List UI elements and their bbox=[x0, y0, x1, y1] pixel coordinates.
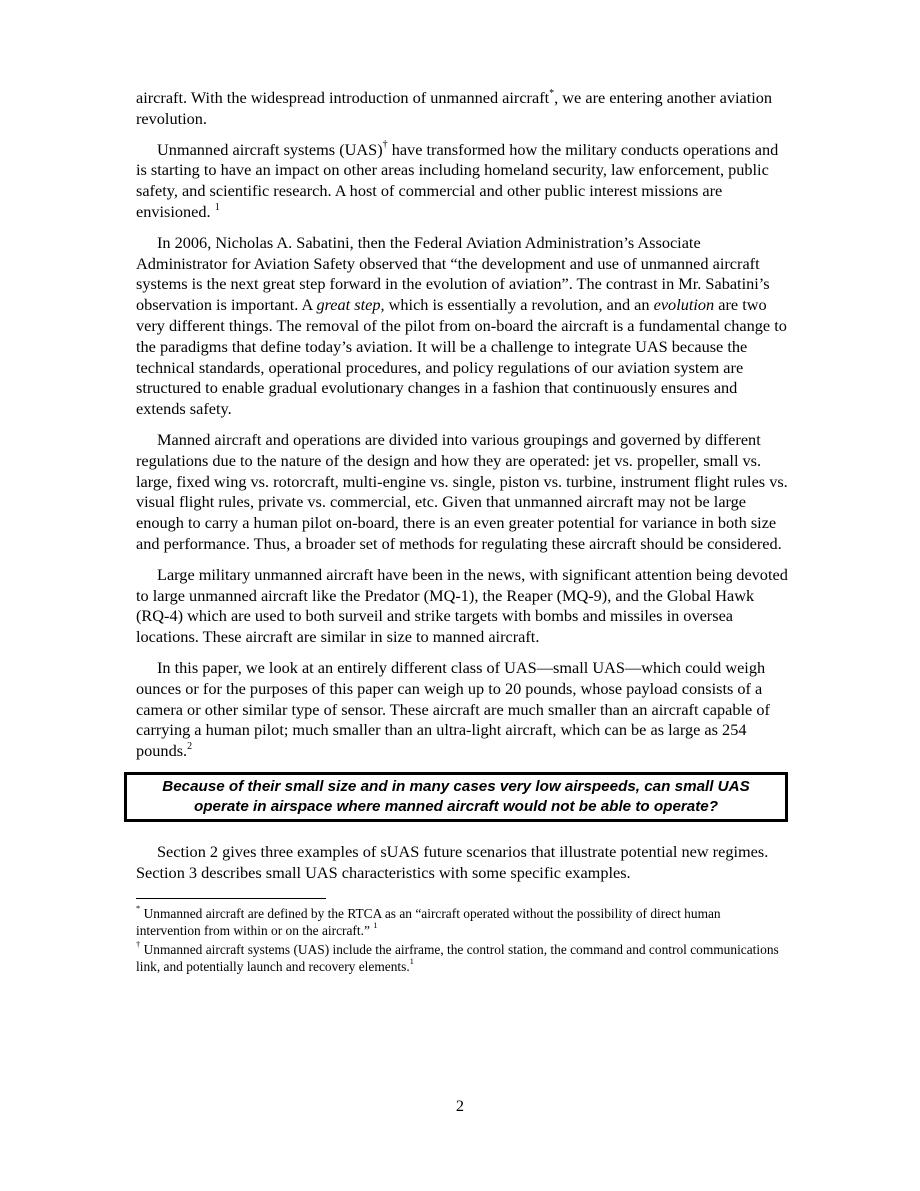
page-number: 2 bbox=[455, 1096, 465, 1115]
footnote-separator bbox=[136, 898, 326, 899]
emphasis-text: evolution bbox=[653, 295, 715, 315]
paragraph-sections: Section 2 gives three examples of sUAS future scenarios that illustrate potential new regimes. Section 3 describes small UAS characteristics with some specific examples. bbox=[136, 841, 769, 882]
text-run: are two very different things. The removal of the pilot from on-board the aircraft is a fundamental change to the paradigms that define today’s aviation. It will be a challenge to integrate UAS because the technical standards, operational procedures, and policy regulations of our aviation system are structured to enable gradual evolutionary changes in a fashion that continuously ensures and extends safety. bbox=[136, 295, 787, 419]
reference-marker: 1 bbox=[409, 956, 414, 967]
reference-marker: 1 bbox=[373, 920, 378, 931]
emphasis-text: great step, bbox=[316, 295, 385, 315]
paragraph-manned-aircraft: Manned aircraft and operations are divided into various groupings and governed by different regulations due to the nature of the design and how they are operated: jet vs. propeller, small vs. large, fixed wing vs. rotorcraft, multi-engine vs. single, piston vs. turbine, instrument flight rules vs. visual flight rules, private vs. commercial, etc. Given that unmanned aircraft may not be large enough to carry a human pilot on-board, there is an even greater potential for variance in both size and performance. Thus, a broader set of methods for regulating these aircraft should be considered. bbox=[136, 429, 788, 553]
text-run: Unmanned aircraft systems (UAS) bbox=[157, 139, 383, 159]
text-run: , we are entering another aviation revolution. bbox=[136, 88, 773, 128]
callout-line: operate in airspace where manned aircraft would not be able to operate? bbox=[193, 797, 719, 815]
footnote-marker: † bbox=[382, 139, 388, 151]
footnote bbox=[136, 941, 788, 975]
footnote bbox=[136, 905, 788, 939]
text-run: have transformed how the military conducts operations and is starting to have an impact on other areas including homeland security, law enforcement, public safety, and scientific research. A host of commercial and other public interest missions are envisioned. bbox=[136, 139, 779, 221]
paragraph-military-uas: Large military unmanned aircraft have been in the news, with significant attention being devoted to large unmanned aircraft like the Predator (MQ-1), the Reaper (MQ-9), and the Global Hawk (RQ-4) which are used to both surveil and strike targets with bombs and missiles in oversea locations. These aircraft are similar in size to manned aircraft. bbox=[136, 564, 788, 647]
paragraph-uas-impact bbox=[136, 140, 788, 223]
footnote-text: Unmanned aircraft systems (UAS) include the airframe, the control station, the command and control communications link, and potentially launch and recovery elements. bbox=[136, 941, 779, 974]
footnote-text: Unmanned aircraft are defined by the RTCA as an “aircraft operated without the possibility of direct human intervention from within or on the aircraft.” bbox=[136, 905, 721, 938]
research-question-callout bbox=[124, 772, 788, 822]
paragraph-intro bbox=[136, 88, 788, 130]
text-run: aircraft. With the widespread introduction of unmanned aircraft bbox=[136, 88, 550, 107]
text-run: which is essentially a revolution, and an bbox=[384, 295, 654, 315]
reference-marker: 1 bbox=[214, 201, 220, 213]
callout-line: Because of their small size and in many cases very low airspeeds, can small UAS bbox=[162, 777, 750, 795]
text-run: In this paper, we look at an entirely different class of UAS—small UAS—which could weigh ounces or for the purposes of this paper can weigh up to 20 pounds, whose payload consists of a camera or other similar type of sensor. These aircraft are much smaller than an aircraft capable of carrying a human pilot; much smaller than an ultra-light aircraft, which can be as large as 254 pounds. bbox=[136, 657, 770, 761]
footnote-marker: † bbox=[136, 939, 141, 950]
paragraph-sabatini bbox=[136, 233, 788, 420]
reference-marker: 2 bbox=[187, 740, 193, 752]
footnote-marker: * bbox=[136, 903, 141, 914]
page-body bbox=[136, 88, 788, 977]
paragraph-small-uas bbox=[136, 658, 788, 762]
text-run: In 2006, Nicholas A. Sabatini, then the Federal Aviation Administration’s Associate Administrator for Aviation Safety observed that “the development and use of unmanned aircraft systems is the next great step forward in the evolution of aviation”. The contrast in Mr. Sabatini’s observation is important. A bbox=[136, 232, 770, 315]
footnote-marker: * bbox=[549, 87, 555, 99]
